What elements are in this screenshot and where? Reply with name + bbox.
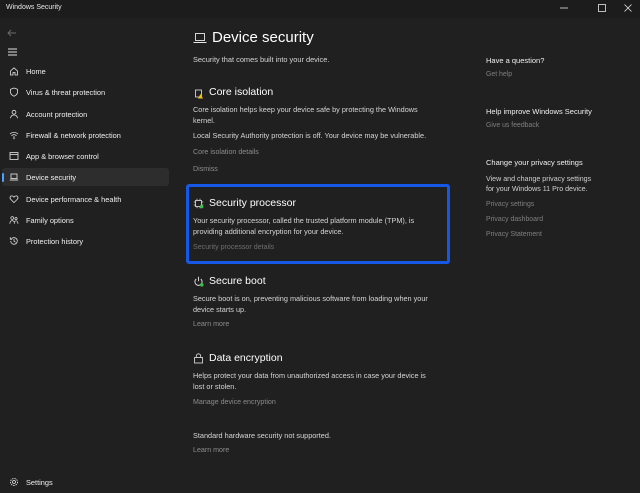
secure-boot-description-line2: device starts up. [193,305,247,314]
sidebar-item-settings[interactable] [2,473,169,491]
gear-icon [9,477,19,487]
security-processor-description-line2: providing additional encryption for your device. [193,227,344,236]
core-isolation-description-line2: kernel. [193,116,215,125]
laptop-icon [193,31,207,43]
manage-device-encryption-link[interactable]: Manage device encryption [193,398,276,406]
minimize-button[interactable] [554,1,574,15]
sidebar-item-device-security[interactable] [2,168,169,186]
sidebar-item-label: Family options [26,215,74,225]
sidebar-item-account-protection[interactable] [2,105,169,123]
help-improve-heading: Help improve Windows Security [486,107,592,116]
get-help-link[interactable]: Get help [486,71,513,78]
window-title: Windows Security [6,4,62,11]
family-icon [9,215,19,225]
power-icon [193,276,204,287]
chip-icon [193,198,204,209]
person-icon [9,109,19,119]
settings-label: Settings [26,477,53,487]
sidebar-item-label: Home [26,66,46,76]
sidebar-item-label: Account protection [26,109,88,119]
core-isolation-details-link[interactable]: Core isolation details [193,148,259,156]
history-icon [9,236,19,246]
wifi-icon [9,130,19,140]
close-button[interactable] [618,1,638,15]
title-bar [0,0,640,18]
browser-window-icon [9,151,19,161]
sidebar-item-protection-history[interactable] [2,232,169,250]
sidebar-item-label: Protection history [26,236,84,246]
data-encryption-description-line1: Helps protect your data from unauthorized access in case your device is [193,371,426,380]
hardware-security-status: Standard hardware security not supported. [193,431,331,440]
privacy-dashboard-link[interactable]: Privacy dashboard [486,216,544,223]
privacy-description-line2: for your Windows 11 Pro device. [486,185,588,193]
hardware-learn-more-link[interactable]: Learn more [193,446,230,454]
shield-icon [9,87,19,97]
give-feedback-link[interactable]: Give us feedback [486,122,540,129]
heart-icon [9,194,19,204]
dismiss-link[interactable]: Dismiss [193,165,218,173]
page-title: Device security [212,29,314,46]
menu-button[interactable] [7,44,18,54]
close-icon [624,4,632,12]
hamburger-menu-icon [7,47,18,57]
privacy-statement-link[interactable]: Privacy Statement [486,231,542,238]
minimize-icon [560,4,568,12]
sidebar-item-firewall-network-protection[interactable] [2,126,169,144]
have-a-question-heading: Have a question? [486,56,545,65]
sidebar-item-label: App & browser control [26,151,99,161]
sidebar-item-virus-threat-protection[interactable] [2,83,169,101]
maximize-button[interactable] [592,1,612,15]
data-encryption-title: Data encryption [209,352,283,364]
sidebar-item-family-options[interactable] [2,211,169,229]
back-button[interactable] [6,25,18,35]
core-isolation-warning-icon [193,88,204,99]
sidebar-item-label: Device security [26,172,77,182]
sidebar-item-label: Virus & threat protection [26,87,106,97]
laptop-icon [9,172,19,182]
lsa-protection-warning: Local Security Authority protection is off. Your device may be vulnerable. [193,131,427,140]
privacy-settings-link[interactable]: Privacy settings [486,201,535,208]
data-encryption-description-line2: lost or stolen. [193,382,237,391]
sidebar-item-device-performance-health[interactable] [2,190,169,208]
security-processor-title: Security processor [209,197,296,209]
lock-icon [193,353,204,364]
maximize-icon [598,4,606,12]
sidebar-item-home[interactable] [2,62,169,80]
secure-boot-title: Secure boot [209,275,266,287]
secure-boot-learn-more-link[interactable]: Learn more [193,320,230,328]
security-processor-details-link[interactable]: Security processor details [193,243,275,251]
privacy-settings-heading: Change your privacy settings [486,158,583,167]
sidebar-item-label: Device performance & health [26,194,122,204]
core-isolation-description-line1: Core isolation helps keep your device safe by protecting the Windows [193,105,418,114]
sidebar-item-label: Firewall & network protection [26,130,121,140]
home-icon [9,66,19,76]
sidebar-item-app-browser-control[interactable] [2,147,169,165]
privacy-description-line1: View and change privacy settings [486,175,592,183]
back-arrow-icon [6,28,18,38]
security-processor-description-line1: Your security processor, called the trusted platform module (TPM), is [193,216,415,225]
page-subtitle: Security that comes built into your device. [193,55,330,64]
secure-boot-description-line1: Secure boot is on, preventing malicious software from loading when your [193,294,428,303]
core-isolation-title: Core isolation [209,86,274,98]
